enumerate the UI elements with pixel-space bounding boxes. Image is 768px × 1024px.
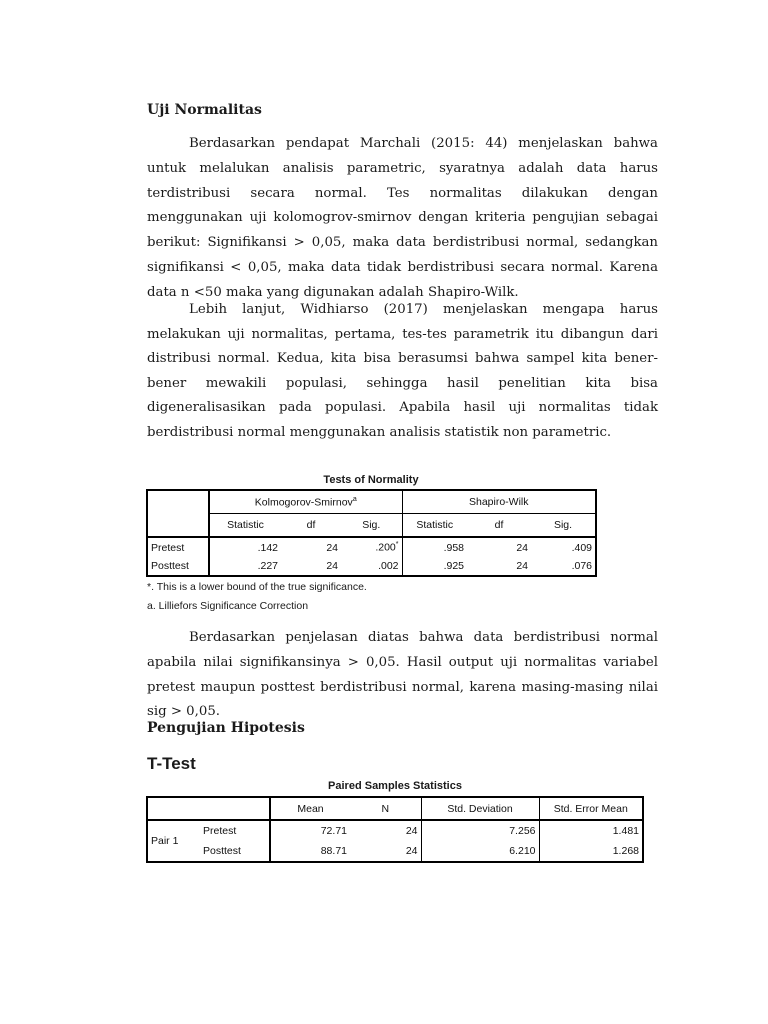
cell: .200*	[375, 541, 399, 554]
cell: 88.71	[270, 841, 350, 862]
cell: 7.256	[421, 820, 539, 841]
cell: .958	[402, 537, 467, 557]
col-header: N	[350, 797, 421, 820]
tests-of-normality-table	[146, 489, 597, 577]
col-header: df	[281, 513, 341, 537]
col-header: Mean	[270, 797, 350, 820]
col-header: Std. Deviation	[421, 797, 539, 820]
cell: .076	[531, 557, 596, 576]
pair-label: Pair 1	[147, 820, 200, 862]
cell: .409	[531, 537, 596, 557]
cell: 24	[326, 541, 338, 554]
paired-samples-statistics-table	[146, 796, 644, 863]
col-header: Sig.	[531, 513, 596, 537]
cell: 24	[405, 825, 418, 837]
paragraph-normality-conclusion: Berdasarkan penjelasan diatas bahwa data berdistribusi normal apabila nilai signifikansinya > 0,05. Hasil output uji normalitas variabel pretest maupun posttest berdistribusi normal, karena masing-masing nilai sig > 0,05.	[147, 630, 658, 720]
col-header: df	[467, 513, 531, 537]
table-row	[147, 557, 596, 576]
paired-table-title: Paired Samples Statistics	[328, 780, 462, 792]
table-row	[147, 820, 643, 841]
normality-table-title: Tests of Normality	[323, 474, 419, 486]
cell: 24	[350, 841, 421, 862]
cell: .142	[257, 541, 278, 554]
table-row	[147, 537, 596, 557]
cell: 72.71	[320, 825, 347, 837]
cell: .002	[341, 557, 402, 576]
cell: 24	[467, 557, 531, 576]
table-footnote-lilliefors: a. Lilliefors Significance Correction	[147, 600, 309, 612]
row-label: Posttest	[147, 557, 209, 576]
row-label: Pretest	[200, 820, 270, 841]
col-header: Statistic	[209, 513, 281, 537]
col-header: Statistic	[402, 513, 467, 537]
cell: 24	[516, 541, 528, 554]
paragraph-normality-definition: Berdasarkan pendapat Marchali (2015: 44) menjelaskan bahwa untuk melalukan analisis parametric, syaratnya adalah data harus terdistribusi secara normal. Tes normalitas dilakukan dengan menggunakan uji kolomogrov-smirnov dengan kriteria pengujian sebagai berikut: Signifikansi > 0,05, maka data berdistribusi normal, sedangkan signifikansi < 0,05, maka data tidak berdistribusi secara normal. Karena data n <50 maka yang digunakan adalah Shapiro-Wilk.	[147, 136, 658, 300]
heading-pengujian-hipotesis: Pengujian Hipotesis	[147, 720, 305, 736]
sw-group-header: Shapiro-Wilk	[402, 490, 596, 513]
row-label: Pretest	[147, 537, 209, 557]
table-footnote-asterisk: *. This is a lower bound of the true significance.	[147, 581, 367, 593]
cell: .227	[209, 557, 281, 576]
paragraph-normality-reasons: Lebih lanjut, Widhiarso (2017) menjelaskan mengapa harus melakukan uji normalitas, pertama, tes-tes parametrik itu dibangun dari distribusi normal. Kedua, kita bisa berasumsi bahwa sampel kita bener-bener mewakili populasi, sehingga hasil penelitian kita bisa digeneralisasikan pada populasi. Apabila hasil uji normalitas tidak berdistribusi normal menggunakan analisis statistik non parametric.	[147, 302, 658, 440]
table-row	[147, 841, 643, 862]
col-header: Std. Error Mean	[539, 797, 643, 820]
cell: 1.481	[539, 820, 643, 841]
ks-group-header: Kolmogorov-Smirnov$^a$	[209, 490, 402, 513]
col-header: Sig.	[341, 513, 402, 537]
ttest-title: T-Test	[147, 754, 196, 773]
cell: .925	[402, 557, 467, 576]
cell: 24	[281, 557, 341, 576]
cell: 6.210	[421, 841, 539, 862]
row-label: Posttest	[200, 841, 270, 862]
cell: 1.268	[539, 841, 643, 862]
heading-uji-normalitas: Uji Normalitas	[147, 102, 262, 118]
corner-cell	[147, 490, 209, 513]
corner-cell	[147, 797, 270, 820]
